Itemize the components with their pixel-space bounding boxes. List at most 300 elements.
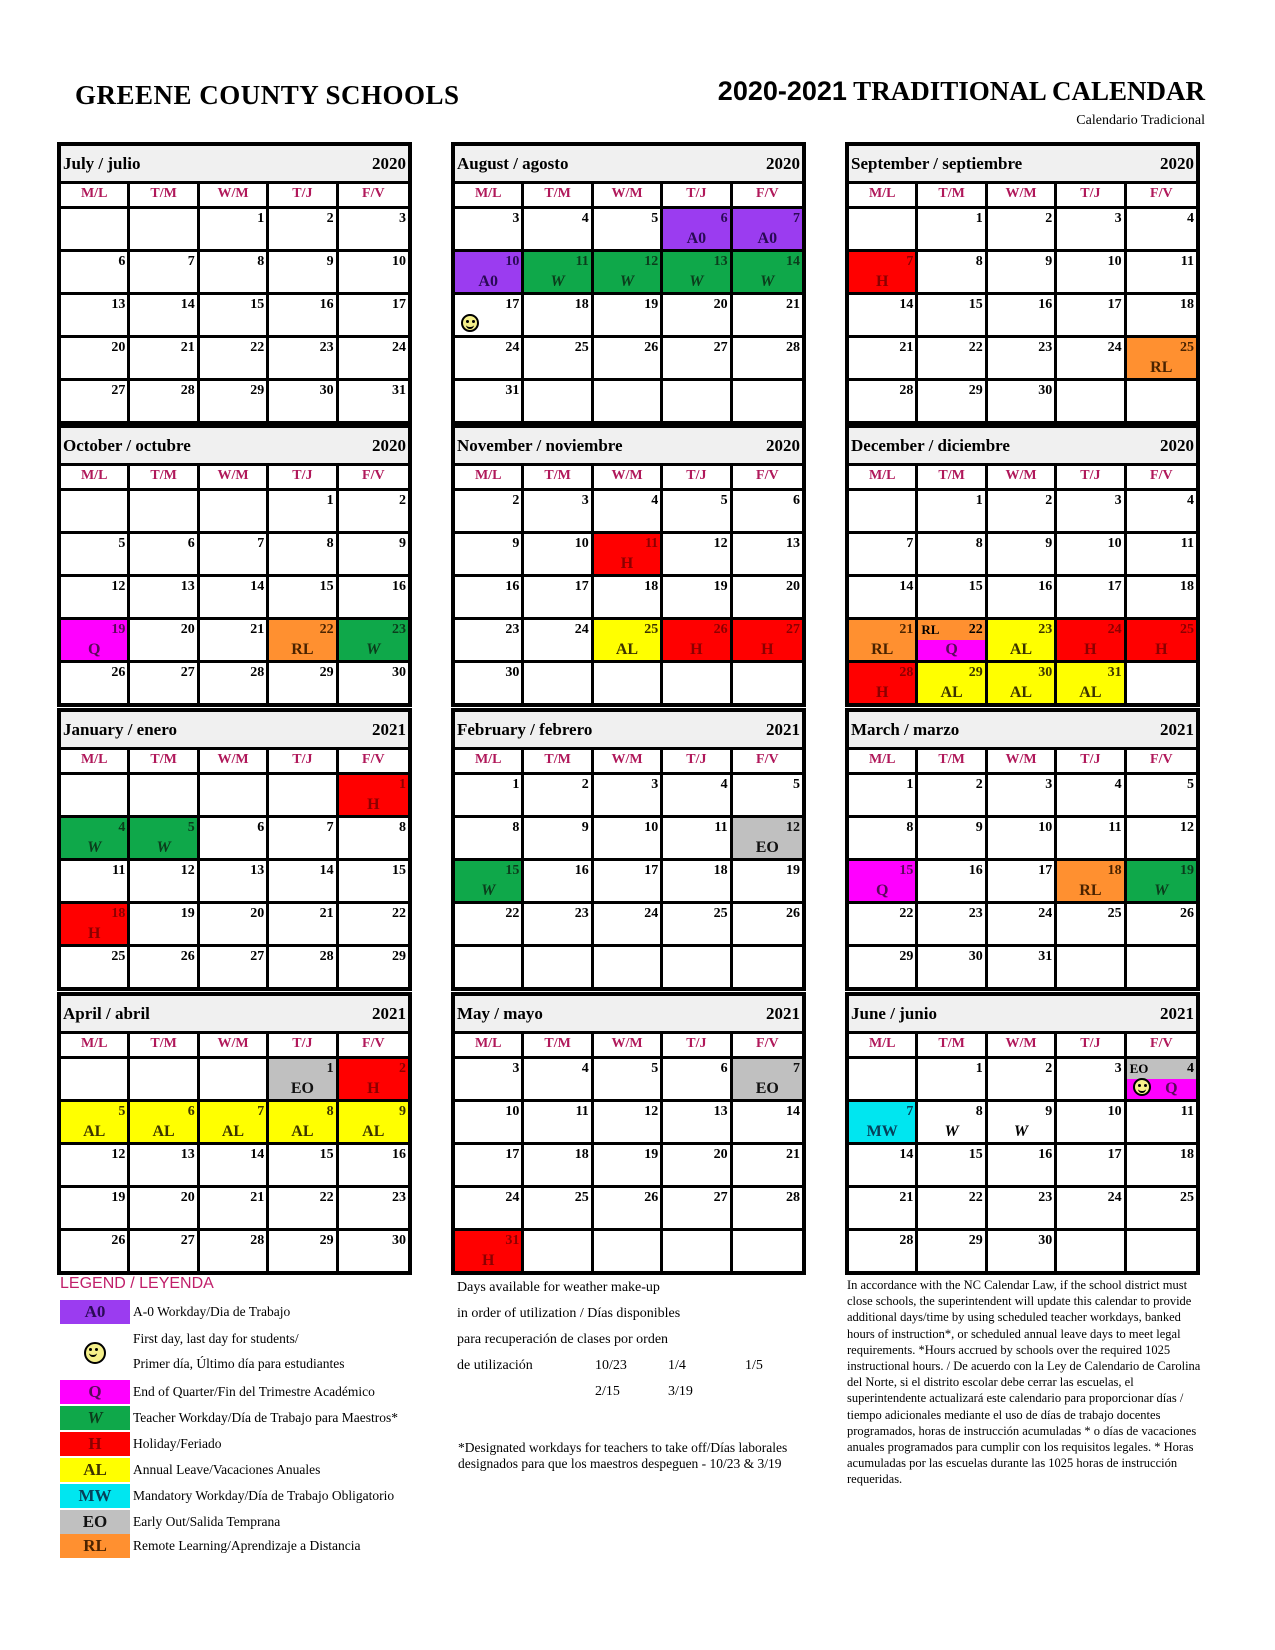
legend-swatch: MW (60, 1484, 130, 1508)
month-header (61, 996, 408, 1034)
day-number: 5 (720, 493, 728, 508)
day-number: 10 (1107, 254, 1122, 269)
day-cell (733, 775, 802, 818)
day-number: 9 (581, 820, 589, 835)
month-march (845, 708, 1200, 991)
day-cell (524, 1102, 593, 1145)
day-number: 18 (713, 863, 728, 878)
day-cell (524, 620, 593, 663)
day-number: 14 (786, 1104, 800, 1119)
day-number: 30 (392, 1233, 406, 1248)
weekday-header (455, 184, 802, 209)
day-cell (339, 663, 408, 703)
day-number: 12 (180, 863, 195, 878)
day-cell (988, 209, 1057, 252)
day-cell (988, 775, 1057, 818)
day-number: 25 (713, 906, 728, 921)
day-number: 8 (975, 536, 983, 551)
month-year: 2020 (372, 435, 406, 455)
day-cell (339, 1231, 408, 1271)
day-cell (269, 295, 338, 338)
day-cell (130, 1231, 199, 1271)
day-number: 21 (250, 622, 265, 637)
day-cell (1057, 861, 1126, 904)
day-number: 28 (786, 1190, 800, 1205)
day-cell (733, 209, 802, 252)
day-code: Q (1165, 1080, 1178, 1097)
weekday-label: T/J (269, 1034, 338, 1056)
weekday-label: F/V (756, 186, 779, 201)
legend-item (60, 1380, 375, 1404)
day-cell (130, 620, 199, 663)
day-number: 28 (899, 383, 914, 398)
day-cell (849, 1102, 918, 1145)
day-cell (594, 209, 663, 252)
legend-item (60, 1300, 290, 1324)
day-cell (1127, 818, 1196, 861)
day-cell (849, 252, 918, 295)
month-october (57, 424, 412, 707)
day-cell (61, 775, 130, 818)
day-number: 10 (1107, 1104, 1122, 1119)
day-number: 28 (899, 1233, 914, 1248)
day-number: 21 (180, 340, 195, 355)
day-code: W (550, 273, 565, 290)
day-cell (594, 295, 663, 338)
day-code: H (367, 1080, 380, 1097)
day-number: 2 (399, 1061, 406, 1076)
day-number: 21 (899, 340, 914, 355)
day-number: 18 (1107, 863, 1122, 878)
day-cell (200, 491, 269, 534)
weekday-label: F/V (756, 468, 779, 483)
day-number: 26 (713, 622, 728, 637)
day-number: 24 (505, 340, 520, 355)
day-number: 5 (1187, 777, 1194, 792)
legend-item (60, 1510, 280, 1534)
day-code: W (481, 882, 496, 899)
day-cell (524, 577, 593, 620)
weekday-label: W/M (200, 750, 269, 772)
day-number: 14 (180, 297, 195, 312)
legend-label: Early Out/Salida Temprana (133, 1514, 281, 1529)
month-july (57, 142, 412, 425)
day-number: 21 (786, 297, 800, 312)
month-april (57, 992, 412, 1275)
day-cell (918, 861, 987, 904)
weekday-label: M/L (455, 184, 524, 206)
legend-swatch: A0 (60, 1300, 130, 1324)
day-cell (594, 577, 663, 620)
day-cell (594, 620, 663, 663)
weekday-label: M/L (455, 466, 524, 488)
day-number: 10 (505, 1104, 520, 1119)
day-cell (455, 775, 524, 818)
day-cell (733, 1188, 802, 1231)
day-cell (988, 295, 1057, 338)
day-code: W (87, 839, 102, 856)
day-cell (918, 663, 987, 703)
day-cell (269, 577, 338, 620)
day-cell (733, 577, 802, 620)
weekday-header (849, 750, 1196, 775)
day-code: RL (1079, 882, 1102, 899)
day-code: A0 (686, 230, 707, 247)
day-cell (1127, 295, 1196, 338)
day-number: 30 (505, 665, 520, 680)
day-number: 12 (713, 536, 728, 551)
day-number: 7 (906, 536, 914, 551)
day-number: 2 (1045, 493, 1053, 508)
day-cell (1057, 1059, 1126, 1102)
weekday-label: M/L (61, 1034, 130, 1056)
day-cell (594, 1188, 663, 1231)
day-cell (918, 209, 987, 252)
day-number: 4 (720, 777, 728, 792)
day-code: W (1013, 1123, 1029, 1140)
day-number: 2 (581, 777, 589, 792)
day-cell (1127, 861, 1196, 904)
day-number: 21 (786, 1147, 800, 1162)
weekday-label: T/M (918, 750, 987, 772)
weekday-label: W/M (988, 466, 1057, 488)
day-cell (733, 1145, 802, 1188)
day-cell (524, 775, 593, 818)
month-august (451, 142, 806, 425)
day-number: 1 (399, 777, 406, 792)
day-cell (1127, 534, 1196, 577)
weekday-header (61, 466, 408, 491)
day-number: 17 (1107, 579, 1122, 594)
day-number: 19 (713, 579, 728, 594)
day-number: 8 (512, 820, 520, 835)
day-number: 25 (574, 1190, 589, 1205)
day-number: 16 (968, 863, 983, 878)
day-number: 26 (180, 949, 195, 964)
day-cell (594, 491, 663, 534)
day-cell (130, 1059, 199, 1102)
day-cell (733, 861, 802, 904)
day-cell (1127, 1145, 1196, 1188)
day-cell (61, 904, 130, 947)
day-number: 15 (392, 863, 406, 878)
day-cell (455, 577, 524, 620)
day-number: 2 (975, 777, 983, 792)
day-number: 6 (720, 1061, 728, 1076)
day-cell (61, 252, 130, 295)
day-number: 11 (1108, 820, 1122, 835)
month-name: November / noviembre (457, 435, 623, 455)
weekday-label: F/V (1150, 468, 1173, 483)
weekday-label: T/M (130, 750, 199, 772)
day-number: 24 (1107, 340, 1122, 355)
weekday-label: F/V (1150, 752, 1173, 767)
legend-item (60, 1484, 394, 1508)
day-code: A0 (757, 230, 778, 247)
month-year: 2021 (372, 719, 406, 739)
day-number: 23 (1038, 1190, 1053, 1205)
day-number: 15 (319, 579, 334, 594)
day-number: 6 (187, 1104, 195, 1119)
legend-label: Teacher Workday/Día de Trabajo para Maestros* (133, 1410, 399, 1425)
day-number: 10 (392, 254, 406, 269)
day-number: 17 (392, 297, 406, 312)
day-cell (733, 663, 802, 703)
day-number: 24 (1107, 1190, 1122, 1205)
day-cell (849, 1059, 918, 1102)
legend-swatch (60, 1326, 130, 1376)
day-cell (455, 861, 524, 904)
month-year: 2021 (1160, 719, 1194, 739)
day-number: 17 (644, 863, 659, 878)
legend-swatch: Q (60, 1380, 130, 1404)
day-number: 6 (118, 254, 126, 269)
day-number: 17 (505, 297, 520, 312)
weekday-label: W/M (594, 1034, 663, 1056)
weekday-header (61, 750, 408, 775)
day-number: 13 (250, 863, 265, 878)
day-cell (1057, 338, 1126, 381)
day-number: 23 (392, 1190, 406, 1205)
weekday-label: T/J (663, 1034, 732, 1056)
day-cell (61, 295, 130, 338)
weekday-label: T/J (663, 466, 732, 488)
day-number: 23 (392, 622, 406, 637)
weekday-label: M/L (61, 466, 130, 488)
day-cell (988, 620, 1057, 663)
month-year: 2020 (766, 153, 800, 173)
day-cell (524, 1145, 593, 1188)
day-cell (594, 1231, 663, 1271)
day-cell (524, 252, 593, 295)
day-cell (1057, 381, 1126, 421)
day-number: 30 (1038, 1233, 1053, 1248)
day-number: 3 (512, 211, 520, 226)
weekday-label: T/J (663, 184, 732, 206)
day-cell (130, 295, 199, 338)
day-cell (1127, 491, 1196, 534)
day-cell (849, 775, 918, 818)
day-number: 1 (975, 493, 983, 508)
day-grid (455, 775, 802, 987)
makeup-date: 3/19 (668, 1384, 693, 1399)
day-grid (455, 1059, 802, 1271)
day-number: 2 (326, 211, 334, 226)
day-cell (733, 1102, 802, 1145)
day-number: 21 (899, 622, 914, 637)
day-number: 23 (968, 906, 983, 921)
month-november (451, 424, 806, 707)
day-grid (849, 775, 1196, 987)
day-number: 20 (180, 622, 195, 637)
day-number: 21 (250, 1190, 265, 1205)
day-number: 26 (1180, 906, 1194, 921)
day-cell (594, 1102, 663, 1145)
day-cell (733, 904, 802, 947)
day-number: 26 (111, 665, 126, 680)
day-number: 3 (1045, 777, 1053, 792)
day-cell (849, 491, 918, 534)
day-cell (849, 620, 918, 663)
day-cell (594, 861, 663, 904)
day-cell (988, 577, 1057, 620)
month-september (845, 142, 1200, 425)
day-cell (1057, 775, 1126, 818)
day-code: RL (1150, 359, 1173, 376)
day-cell (200, 534, 269, 577)
day-code: W (366, 641, 381, 658)
day-number: 11 (1180, 254, 1194, 269)
month-name: December / diciembre (851, 435, 1010, 455)
day-number: 20 (713, 297, 728, 312)
day-number: 9 (1045, 254, 1053, 269)
day-code: H (875, 684, 889, 701)
day-code: AL (1009, 684, 1033, 701)
weekday-label: T/J (1057, 466, 1126, 488)
day-cell (269, 947, 338, 987)
day-code: H (1155, 641, 1168, 658)
day-number: 24 (574, 622, 589, 637)
day-code: W (760, 273, 775, 290)
day-number: 30 (1038, 665, 1053, 680)
day-cell (918, 818, 987, 861)
makeup-line: in order of utilization / Días disponibles (457, 1306, 681, 1321)
day-cell (130, 577, 199, 620)
day-cell (130, 1145, 199, 1188)
day-cell (918, 904, 987, 947)
day-number: 30 (319, 383, 334, 398)
day-cell (849, 1145, 918, 1188)
day-cell (988, 534, 1057, 577)
weekday-label: W/M (594, 466, 663, 488)
day-cell (849, 904, 918, 947)
day-number: 24 (505, 1190, 520, 1205)
day-cell (1057, 947, 1126, 987)
day-cell (130, 904, 199, 947)
day-cell (1127, 381, 1196, 421)
day-number: 19 (644, 297, 659, 312)
day-cell (61, 818, 130, 861)
day-cell (269, 818, 338, 861)
day-number: 28 (180, 383, 195, 398)
day-cell (918, 381, 987, 421)
day-number: 31 (1107, 665, 1122, 680)
day-cell (339, 775, 408, 818)
day-cell (918, 534, 987, 577)
weekday-label: T/J (269, 750, 338, 772)
day-number: 11 (575, 1104, 589, 1119)
day-number: 22 (505, 906, 520, 921)
day-number: 27 (786, 622, 800, 637)
day-cell (594, 534, 663, 577)
day-code: MW (866, 1123, 898, 1140)
day-code: A0 (478, 273, 498, 290)
month-header (849, 428, 1196, 466)
day-number: 28 (786, 340, 800, 355)
day-number: 4 (581, 211, 589, 226)
day-number: 8 (975, 1104, 983, 1119)
day-number: 8 (906, 820, 914, 835)
day-cell (1057, 577, 1126, 620)
weekday-label: F/V (362, 186, 385, 201)
day-cell (130, 534, 199, 577)
day-cell (918, 947, 987, 987)
day-cell (200, 663, 269, 703)
legend-item (60, 1458, 320, 1482)
day-number: 14 (899, 1147, 914, 1162)
day-cell (130, 663, 199, 703)
day-cell (455, 295, 524, 338)
day-number: 28 (319, 949, 334, 964)
day-number: 25 (1180, 340, 1194, 355)
day-cell (1127, 1059, 1196, 1102)
day-number: 20 (111, 340, 126, 355)
day-code: EO (755, 1080, 779, 1097)
weekday-label: F/V (362, 752, 385, 767)
day-cell (339, 904, 408, 947)
weekday-label: T/M (524, 184, 593, 206)
day-cell (988, 381, 1057, 421)
day-number: 1 (326, 493, 334, 508)
month-header (455, 428, 802, 466)
day-cell (455, 338, 524, 381)
day-number: 18 (574, 297, 589, 312)
day-number: 7 (793, 1061, 800, 1076)
weekday-label: T/J (663, 750, 732, 772)
day-cell (200, 252, 269, 295)
weekday-label: T/M (524, 1034, 593, 1056)
day-number: 27 (250, 949, 265, 964)
day-cell (1127, 338, 1196, 381)
day-number: 19 (111, 1190, 126, 1205)
weekday-header (849, 184, 1196, 209)
day-number: 24 (644, 906, 659, 921)
day-number: 23 (1038, 622, 1053, 637)
day-cell (339, 534, 408, 577)
day-cell (1057, 1145, 1126, 1188)
day-cell (269, 338, 338, 381)
day-number: 1 (906, 777, 914, 792)
day-cell (61, 491, 130, 534)
day-cell (269, 491, 338, 534)
day-number: 15 (250, 297, 265, 312)
day-cell (61, 534, 130, 577)
day-cell (663, 1102, 732, 1145)
smiley-icon (1133, 1078, 1151, 1096)
day-cell (130, 1188, 199, 1231)
day-cell (339, 818, 408, 861)
day-code: AL (221, 1123, 245, 1140)
day-cell (61, 663, 130, 703)
weekday-label: T/M (918, 184, 987, 206)
day-number: 15 (968, 1147, 983, 1162)
day-number: 30 (1038, 383, 1053, 398)
weekday-label: M/L (61, 184, 130, 206)
day-number: 14 (899, 579, 914, 594)
legend-label: Remote Learning/Aprendizaje a Distancia (133, 1538, 361, 1553)
day-code: W (689, 273, 704, 290)
month-name: October / octubre (63, 435, 191, 455)
day-code: AL (615, 641, 639, 658)
day-number: 11 (112, 863, 126, 878)
day-number: 29 (968, 1233, 983, 1248)
day-cell (663, 818, 732, 861)
month-year: 2020 (372, 153, 406, 173)
weekday-label: T/M (524, 750, 593, 772)
day-number: 3 (512, 1061, 520, 1076)
day-cell (269, 209, 338, 252)
day-code: AL (152, 1123, 175, 1140)
